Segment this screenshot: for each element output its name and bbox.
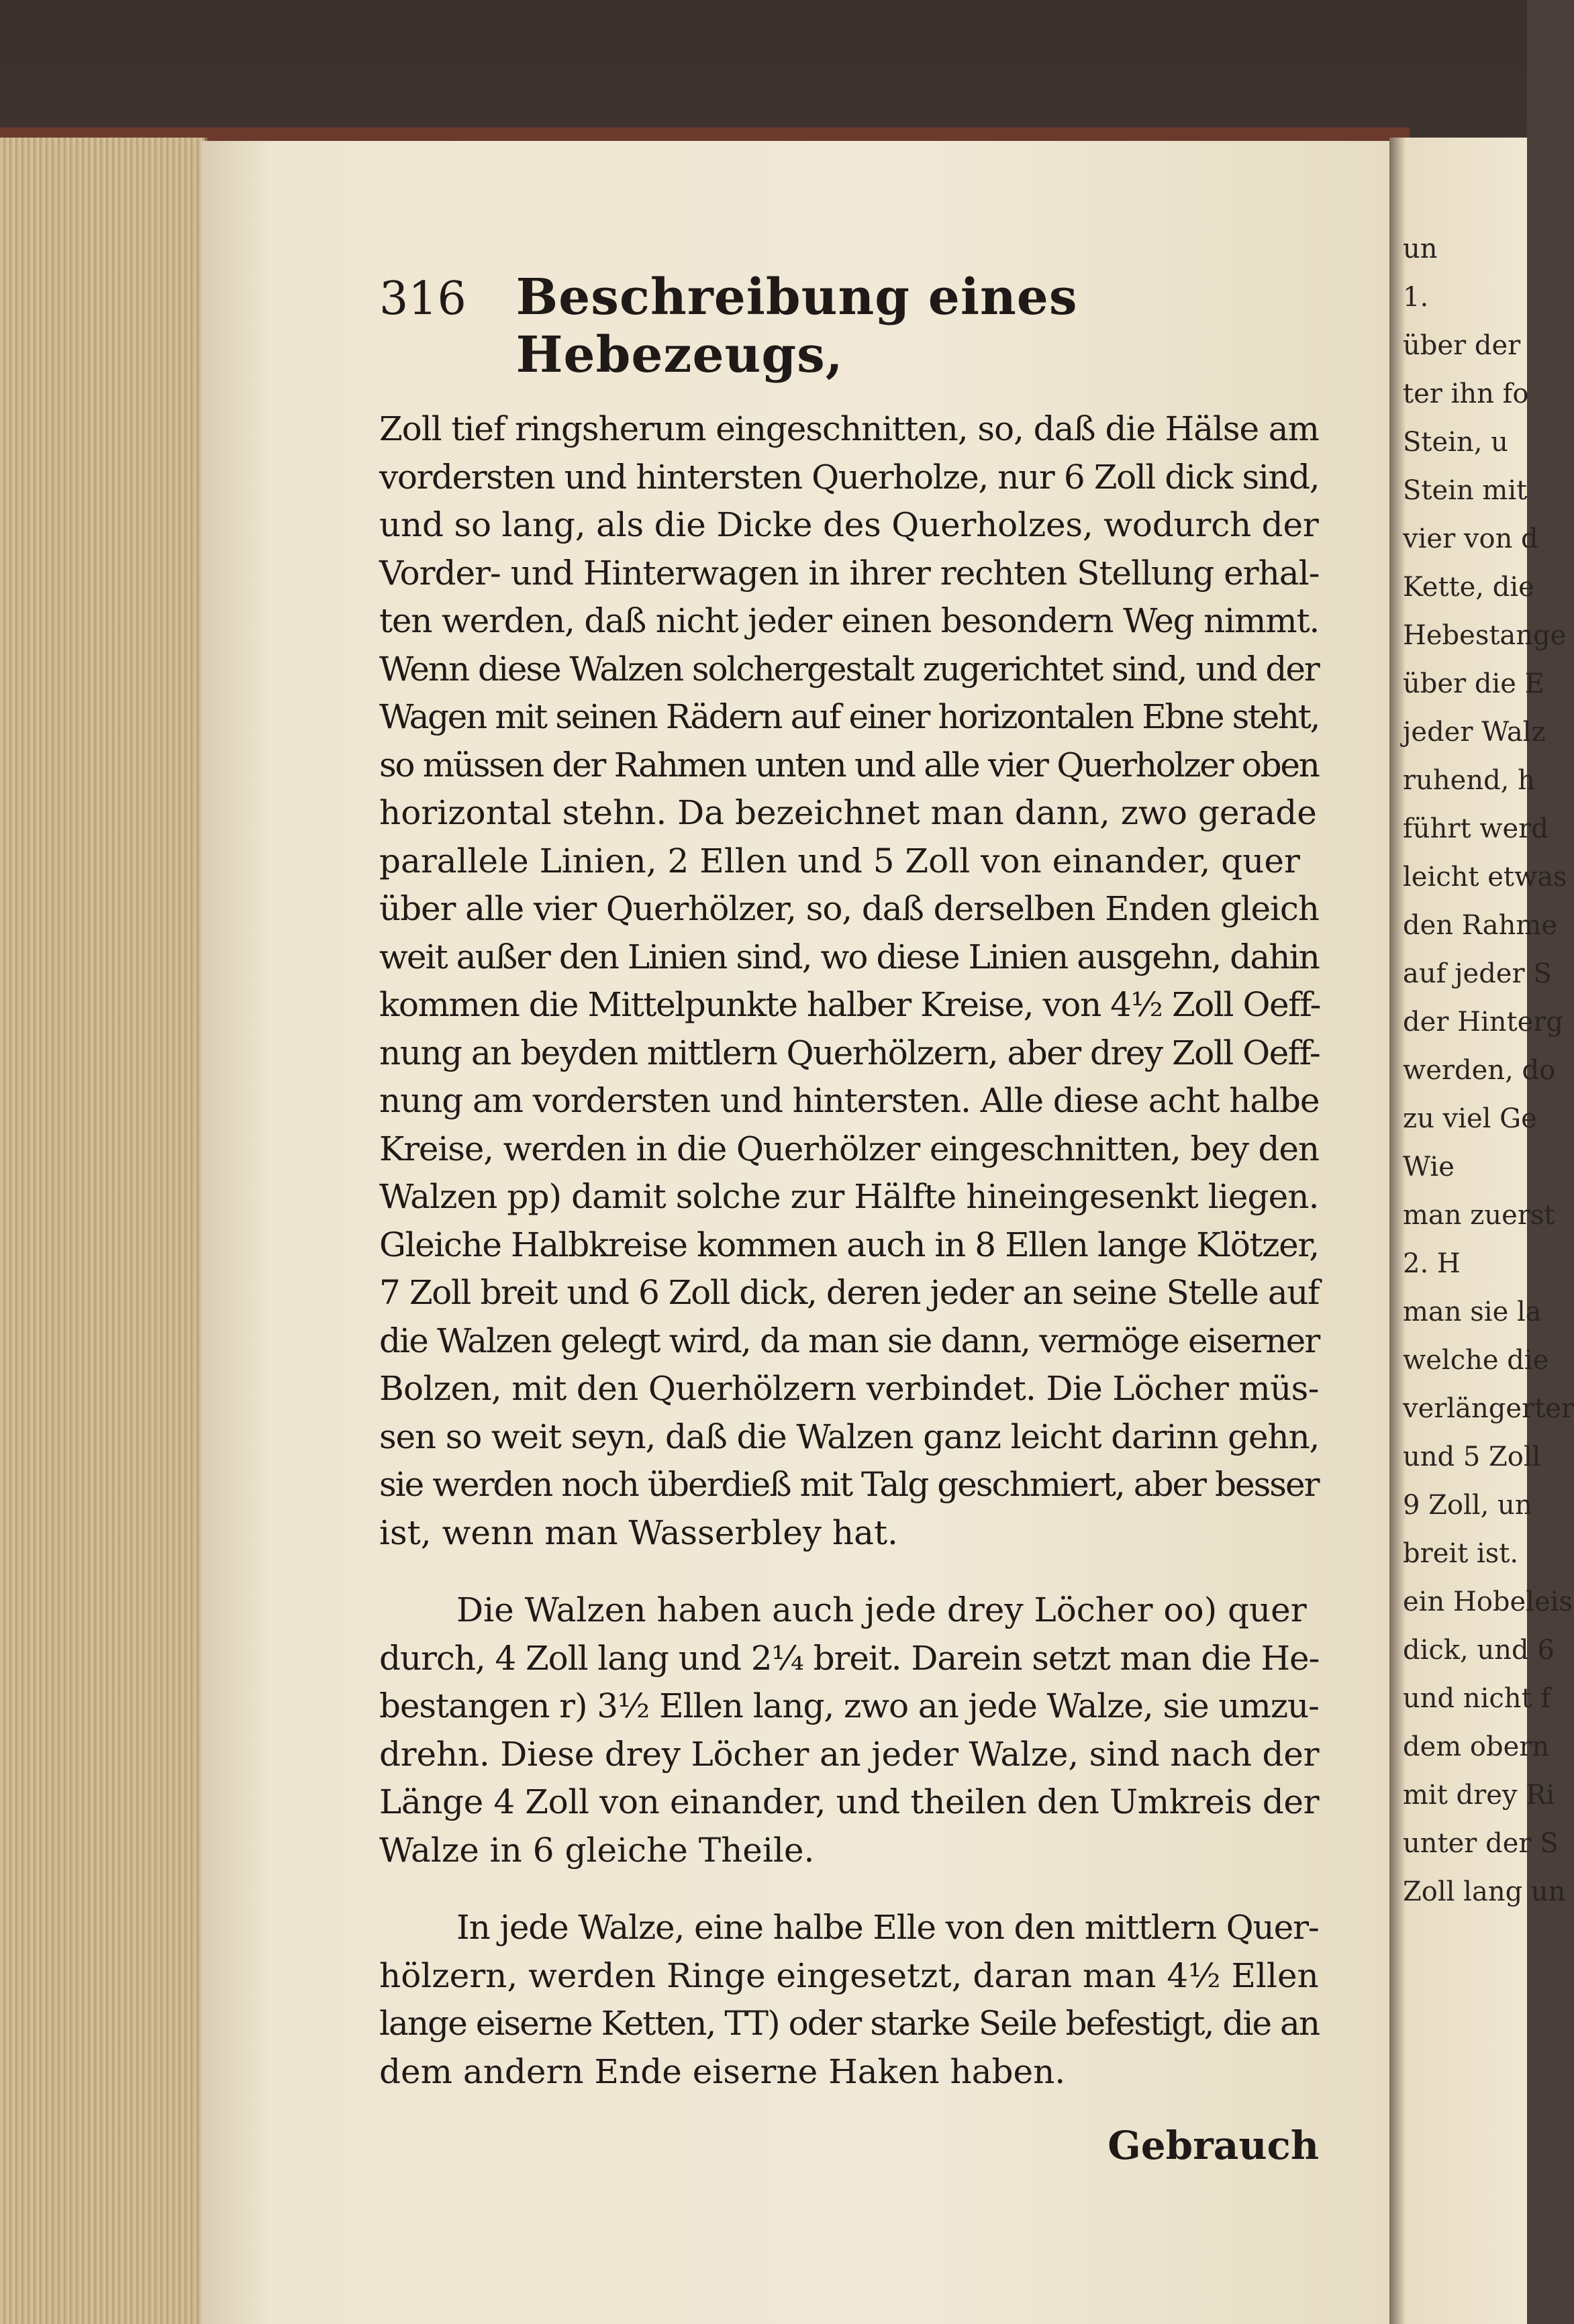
next-page-fragment: ein Hobeleis bbox=[1403, 1586, 1573, 1617]
text-line: dem andern Ende eiserne Haken haben. bbox=[379, 2052, 1066, 2091]
next-page-fragment: ter ihn fo bbox=[1403, 378, 1529, 409]
text-line: ist, wenn man Wasserbley hat. bbox=[379, 1513, 898, 1552]
text-line: 7 Zoll breit und 6 Zoll dick, deren jeder an seine Stelle auf bbox=[379, 1273, 1320, 1312]
book-page-right-partial bbox=[1389, 138, 1574, 2324]
paragraph bbox=[379, 1586, 1319, 1874]
next-page-fragment: werden, do bbox=[1403, 1055, 1556, 1086]
text-line: Walze in 6 gleiche Theile. bbox=[379, 1830, 815, 1870]
next-page-fragment: un bbox=[1403, 234, 1438, 264]
catchword: Gebrauch bbox=[1108, 2123, 1319, 2168]
next-page-fragment: man zuerst bbox=[1403, 1200, 1555, 1231]
next-page-fragment: man sie la bbox=[1403, 1297, 1542, 1327]
next-page-fragment: 1. bbox=[1403, 282, 1429, 313]
text-line: über alle vier Querhölzer, so, daß derselben Enden gleich bbox=[379, 889, 1319, 928]
next-page-fragment: über die E bbox=[1403, 668, 1544, 699]
text-line: Walzen pp) damit solche zur Hälfte hineingesenkt liegen. bbox=[379, 1177, 1319, 1216]
next-page-fragment: 9 Zoll, un bbox=[1403, 1490, 1532, 1521]
text-line: Gleiche Halbkreise kommen auch in 8 Ellen lange Klötzer, bbox=[379, 1225, 1319, 1264]
text-line: die Walzen gelegt wird, da man sie dann, vermöge eiserner bbox=[379, 1321, 1320, 1360]
text-line: nung am vordersten und hintersten. Alle diese acht halbe bbox=[379, 1081, 1320, 1120]
page-stack-edge bbox=[0, 138, 207, 2324]
next-page-fragment: Kette, die bbox=[1403, 572, 1534, 603]
text-line: In jede Walze, eine halbe Elle von den mittlern Quer- bbox=[456, 1908, 1319, 1947]
next-page-fragment: zu viel Ge bbox=[1403, 1103, 1537, 1134]
next-page-fragment: und nicht f bbox=[1403, 1683, 1551, 1714]
next-page-fragment: Zoll lang un bbox=[1403, 1876, 1566, 1907]
next-page-fragment: breit ist. bbox=[1403, 1538, 1519, 1569]
body-text bbox=[379, 405, 1319, 2096]
text-line: und so lang, als die Dicke des Querholzes, wodurch der bbox=[379, 505, 1319, 544]
next-page-fragment: 2. H bbox=[1403, 1248, 1461, 1279]
text-line: sen so weit seyn, daß die Walzen ganz leicht darinn gehn, bbox=[379, 1417, 1320, 1456]
next-page-fragment: den Rahme bbox=[1403, 910, 1557, 941]
text-line: ten werden, daß nicht jeder einen besondern Weg nimmt. bbox=[379, 601, 1320, 640]
next-page-fragment: jeder Walz bbox=[1403, 717, 1546, 748]
text-line: so müssen der Rahmen unten und alle vier Querholzer oben bbox=[379, 745, 1319, 785]
next-page-fragment: Stein mit bbox=[1403, 475, 1528, 506]
next-page-fragment: auf jeder S bbox=[1403, 958, 1552, 989]
text-line: nung an beyden mittlern Querhölzern, aber drey Zoll Oeff- bbox=[379, 1033, 1320, 1072]
paragraph bbox=[379, 405, 1319, 1557]
text-line: Wenn diese Walzen solchergestalt zugerichtet sind, und der bbox=[379, 649, 1319, 689]
next-page-fragment: verlängerter bbox=[1403, 1393, 1574, 1424]
next-page-fragment: leicht etwas bbox=[1403, 862, 1567, 893]
text-line: lange eiserne Ketten, TT) oder starke Seile befestigt, die an bbox=[379, 2004, 1320, 2043]
text-line: kommen die Mittelpunkte halber Kreise, von 4½ Zoll Oeff- bbox=[379, 985, 1320, 1024]
next-page-fragment: dick, und 6 bbox=[1403, 1635, 1555, 1666]
text-line: Kreise, werden in die Querhölzer eingeschnitten, bey den bbox=[379, 1129, 1319, 1168]
next-page-fragment: Hebestange bbox=[1403, 620, 1567, 651]
text-line: Bolzen, mit den Querhölzern verbindet. Die Löcher müs- bbox=[379, 1369, 1319, 1408]
next-page-fragment: dem obern bbox=[1403, 1731, 1550, 1762]
text-line: Die Walzen haben auch jede drey Löcher oo) quer bbox=[456, 1590, 1307, 1629]
text-line: durch, 4 Zoll lang und 2¼ breit. Darein setzt man die He- bbox=[379, 1638, 1320, 1678]
text-line: horizontal stehn. Da bezeichnet man dann, zwo gerade bbox=[379, 793, 1317, 832]
page-number: 316 bbox=[379, 272, 466, 325]
next-page-fragment: über der bbox=[1403, 330, 1521, 361]
next-page-text-fragments bbox=[1389, 138, 1574, 1916]
next-page-fragment: unter der S bbox=[1403, 1828, 1559, 1859]
text-line: sie werden noch überdieß mit Talg geschmiert, aber besser bbox=[379, 1465, 1319, 1504]
next-page-fragment: und 5 Zoll bbox=[1403, 1442, 1541, 1472]
text-line: parallele Linien, 2 Ellen und 5 Zoll von einander, quer bbox=[379, 841, 1300, 880]
running-title: Beschreibung eines Hebezeugs, bbox=[515, 268, 1078, 384]
next-page-fragment: mit drey Ri bbox=[1403, 1780, 1555, 1811]
page-content bbox=[379, 268, 1319, 2168]
next-page-fragment: welche die bbox=[1403, 1345, 1549, 1376]
text-line: Vorder- und Hinterwagen in ihrer rechten Stellung erhal- bbox=[379, 553, 1320, 593]
next-page-fragment: vier von d bbox=[1403, 523, 1538, 554]
text-line: Zoll tief ringsherum eingeschnitten, so, daß die Hälse am bbox=[379, 409, 1319, 448]
next-page-fragment: Wie bbox=[1403, 1152, 1455, 1182]
next-page-fragment: führt werd bbox=[1403, 813, 1548, 844]
text-line: Länge 4 Zoll von einander, und theilen den Umkreis der bbox=[379, 1782, 1320, 1821]
paragraph bbox=[379, 1904, 1319, 2096]
text-line: bestangen r) 3½ Ellen lang, zwo an jede Walze, sie umzu- bbox=[379, 1686, 1319, 1725]
next-page-fragment: der Hinterg bbox=[1403, 1007, 1564, 1038]
next-page-fragment: ruhend, h bbox=[1403, 765, 1535, 796]
text-line: hölzern, werden Ringe eingesetzt, daran man 4½ Ellen bbox=[379, 1956, 1319, 1995]
text-line: drehn. Diese drey Löcher an jeder Walze, sind nach der bbox=[379, 1734, 1320, 1774]
text-line: weit außer den Linien sind, wo diese Linien ausgehn, dahin bbox=[379, 937, 1319, 976]
next-page-fragment: Stein, u bbox=[1403, 427, 1508, 458]
page-header bbox=[379, 268, 1319, 384]
text-line: Wagen mit seinen Rädern auf einer horizontalen Ebne steht, bbox=[379, 697, 1319, 736]
text-line: vordersten und hintersten Querholze, nur 6 Zoll dick sind, bbox=[379, 457, 1320, 497]
